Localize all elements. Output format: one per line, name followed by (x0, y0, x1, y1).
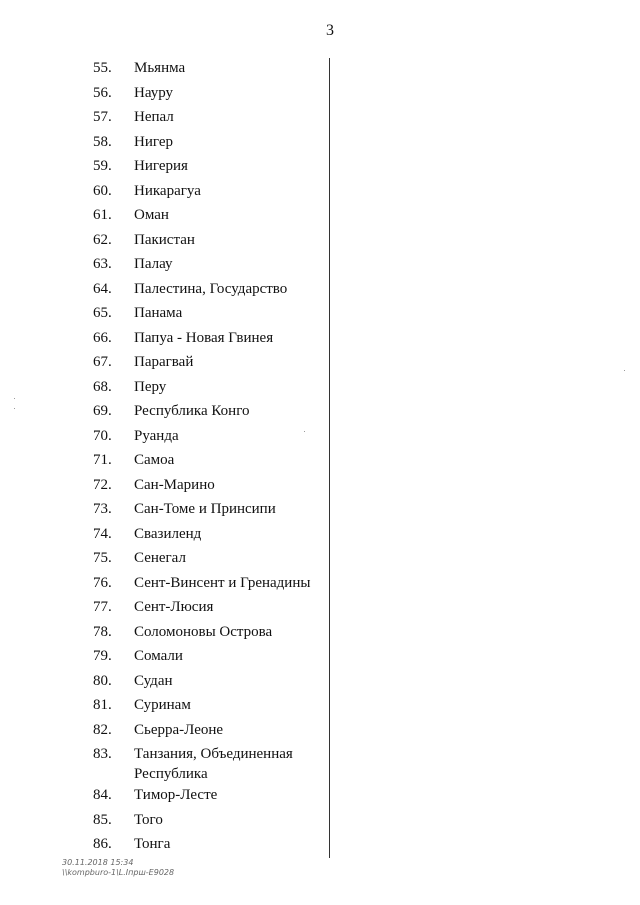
country-name: Палау (134, 256, 173, 272)
item-number: 85. (93, 811, 112, 828)
item-number: 69. (93, 403, 112, 419)
country-name: Перу (134, 378, 167, 395)
item-number: 70. (93, 427, 112, 444)
item-number: 72. (93, 476, 112, 493)
item-number: 62. (93, 231, 112, 248)
item-number: 78. (93, 623, 112, 640)
country-name: Сенегал (134, 550, 186, 566)
country-name: Мьянма (134, 60, 186, 76)
item-number: 57. (93, 109, 112, 125)
country-name: Никарагуа (134, 182, 201, 199)
country-name: Пакистан (134, 231, 195, 248)
country-name: Сомали (134, 648, 183, 664)
page-number: 3 (326, 22, 334, 39)
print-footer (62, 858, 174, 878)
country-name: Танзания, Объединенная Республика (134, 746, 293, 782)
scan-speck (14, 408, 15, 409)
country-name: Нигерия (134, 158, 188, 174)
scan-speck (14, 398, 15, 399)
item-number: 66. (93, 329, 112, 346)
item-number: 59. (93, 158, 112, 174)
item-number: 79. (93, 648, 112, 664)
item-number: 80. (93, 672, 112, 689)
country-name: Сан-Томе и Принсипи (134, 501, 276, 517)
country-name: Парагвай (134, 354, 194, 370)
item-number: 67. (93, 354, 112, 370)
item-number: 63. (93, 256, 112, 272)
footer-timestamp: 30.11.2018 15:34 (62, 858, 134, 867)
item-number: 86. (93, 836, 112, 852)
item-number: 60. (93, 182, 112, 199)
country-name: Того (134, 811, 163, 828)
item-number: 77. (93, 599, 112, 615)
item-number: 61. (93, 207, 112, 223)
country-name: Соломоновы Острова (134, 623, 273, 640)
item-number: 68. (93, 378, 112, 395)
item-number: 55. (93, 60, 112, 76)
item-number: 56. (93, 84, 112, 101)
country-name: Науру (134, 84, 174, 101)
item-number: 83. (93, 746, 112, 762)
footer-path: \\kompburo-1\L.Iпрш-E9028 (62, 868, 175, 877)
item-number: 71. (93, 452, 112, 468)
country-name: Сент-Люсия (134, 599, 214, 615)
country-name: Сент-Винсент и Гренадины (134, 574, 311, 591)
item-number: 81. (93, 697, 112, 713)
country-name: Тимор-Лесте (134, 787, 218, 803)
country-name: Нигер (134, 133, 173, 150)
item-number: 73. (93, 501, 112, 517)
item-number: 82. (93, 721, 112, 738)
scan-speck (304, 431, 305, 432)
country-name: Судан (134, 672, 173, 689)
country-name: Оман (134, 207, 169, 223)
item-number: 84. (93, 787, 112, 803)
scan-speck (624, 370, 625, 371)
country-name: Непал (134, 109, 174, 125)
country-name: Суринам (134, 697, 191, 713)
country-name: Руанда (134, 427, 179, 444)
country-name: Сьерра-Леоне (134, 721, 224, 738)
item-number: 74. (93, 525, 112, 542)
country-name: Сан-Марино (134, 476, 215, 493)
country-name: Самоа (134, 452, 175, 468)
item-number: 64. (93, 280, 112, 297)
country-name: Панама (134, 305, 183, 321)
country-name: Палестина, Государство (134, 280, 288, 297)
item-number: 76. (93, 574, 112, 591)
country-name: Тонга (134, 836, 171, 852)
country-name: Папуа - Новая Гвинея (134, 329, 274, 346)
item-number: 65. (93, 305, 112, 321)
country-name: Республика Конго (134, 403, 250, 419)
item-number: 75. (93, 550, 112, 566)
country-name: Свазиленд (134, 525, 202, 542)
item-number: 58. (93, 133, 112, 150)
